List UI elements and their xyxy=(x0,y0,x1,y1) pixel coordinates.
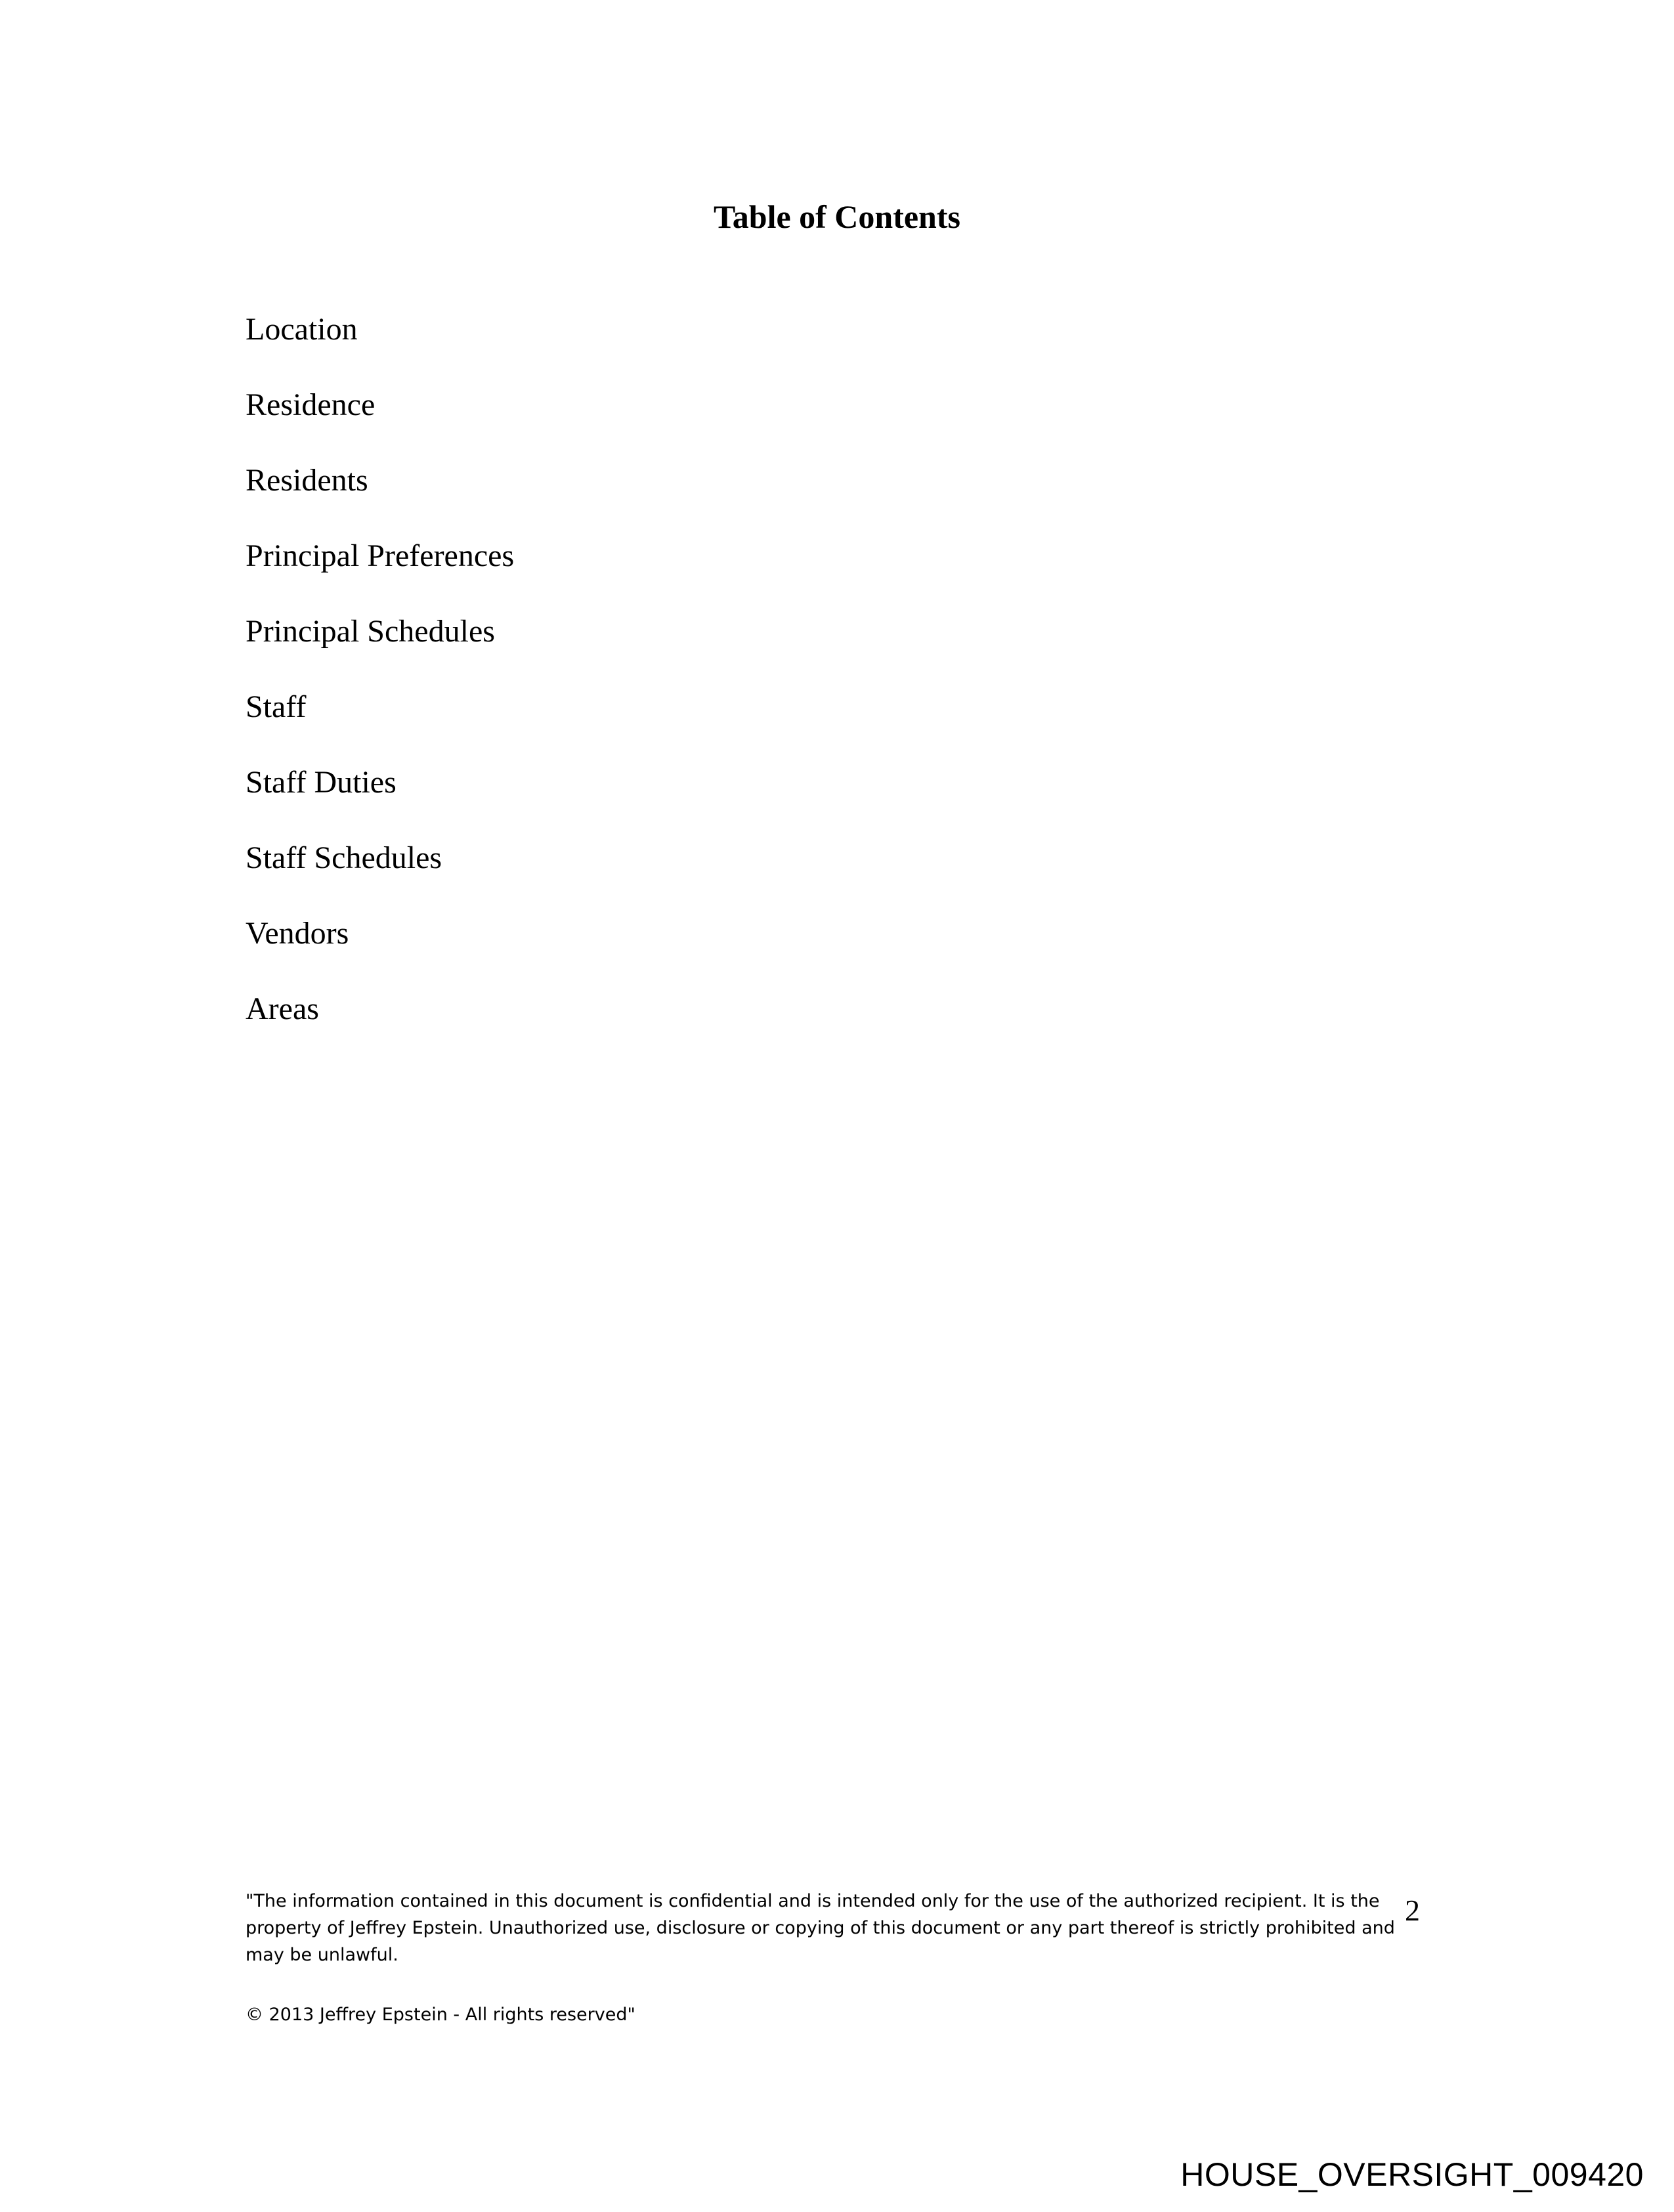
toc-item-location: Location xyxy=(246,312,358,347)
toc-item-staff-schedules: Staff Schedules xyxy=(246,840,442,875)
bates-stamp: HOUSE_OVERSIGHT_009420 xyxy=(1180,2156,1644,2193)
toc-item-residence: Residence xyxy=(246,387,376,422)
page-title: Table of Contents xyxy=(714,198,960,235)
toc-list xyxy=(246,310,514,1065)
toc-item-principal-schedules: Principal Schedules xyxy=(246,614,495,649)
toc-item-staff-duties: Staff Duties xyxy=(246,765,397,800)
toc-item-staff: Staff xyxy=(246,689,307,724)
page-number: 2 xyxy=(1405,1894,1420,1927)
copyright-notice: © 2013 Jeffrey Epstein - All rights reserved" xyxy=(246,2005,635,2025)
toc-item-areas: Areas xyxy=(246,991,319,1026)
toc-item-residents: Residents xyxy=(246,463,368,498)
toc-item-vendors: Vendors xyxy=(246,916,349,951)
confidentiality-notice: "The information contained in this document is confidential and is intended only for the use of the authorized recipient. It is the property of Jeffrey Epstein. Unauthorized use, disclosure or copying of this document or any part thereof is strictly prohibited and may be unlawful. xyxy=(246,1891,1395,1965)
toc-item-principal-preferences: Principal Preferences xyxy=(246,538,515,573)
